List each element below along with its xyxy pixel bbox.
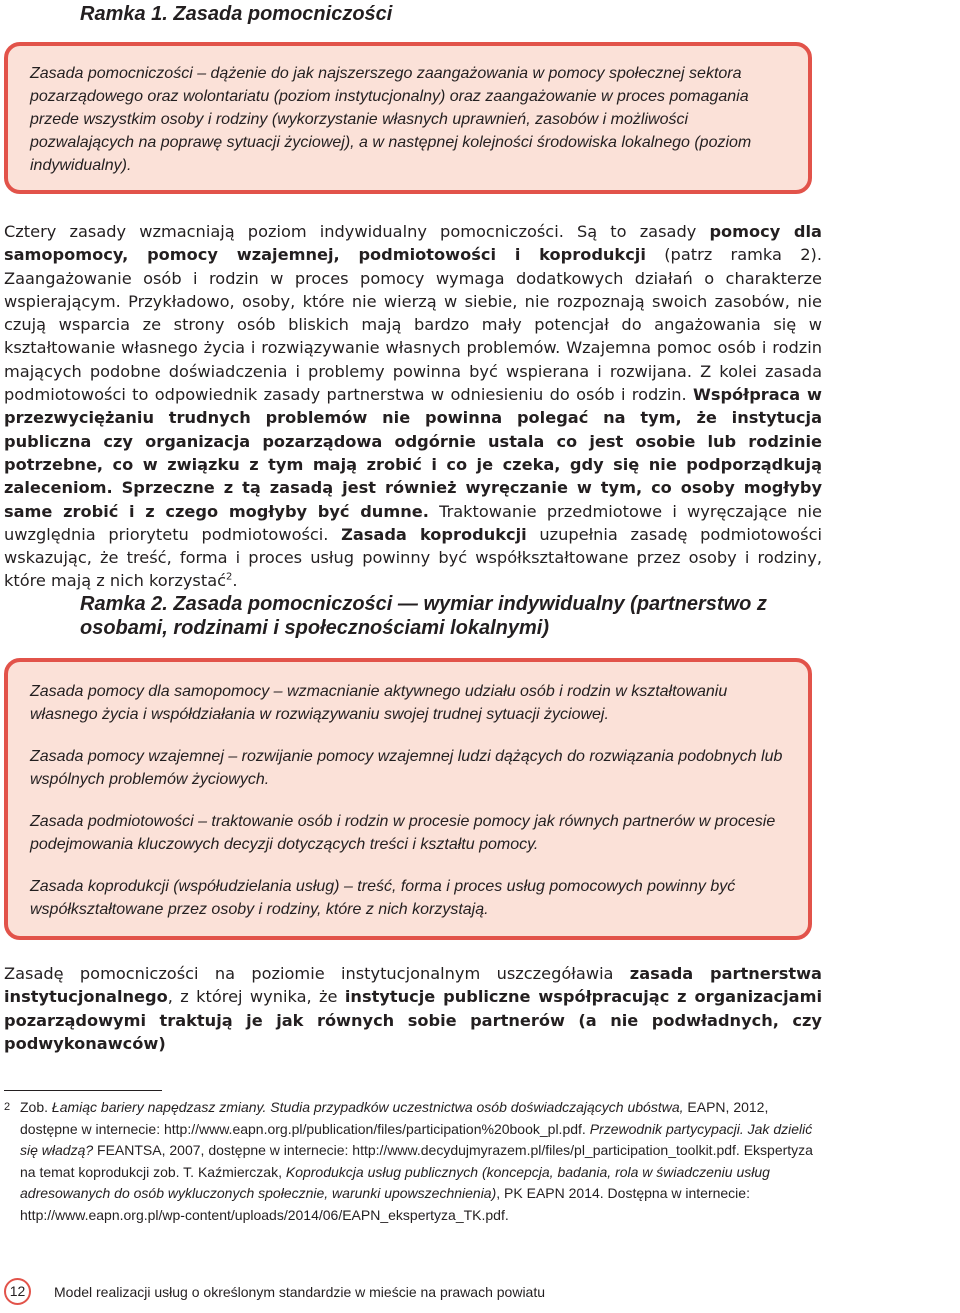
footnote-number: 2 bbox=[4, 1101, 11, 1113]
ramka2-title: Ramka 2. Zasada pomocniczości — wymiar indywidualny (partnerstwo z osobami, rodzinami i społecznościami lokalnymi) bbox=[80, 593, 767, 639]
ramka2-item: Zasada pomocy dla samopomocy – wzmacnianie aktywnego udziału osób i rodzin w kształtowaniu własnego życia i współdziałania w rozwiązywaniu swojej trudnej sytuacji życiowej. bbox=[30, 683, 728, 723]
footnote-text-2: EAPN, 2012, dostępne w internecie: http://www.eapn.org.pl/publication/files/participation%20book_pl.pdf. bbox=[20, 1099, 769, 1137]
footnote-italic-2: Przewodnik partycypacji. Jak dzielić się władzą? bbox=[20, 1120, 813, 1159]
para1-text-1: Cztery zasady wzmacniają poziom indywidualny pomocniczości. Są to zasady bbox=[4, 222, 710, 241]
para1-bold-2: Współpraca w przezwyciężaniu trudnych problemów nie powinna polegać na tym, że instytucja publiczna czy organizacja pozarządowa odgórnie ustala co jest osobie lub rodzinie potrzebne, co w związku z tym mają zrobić i co je czeka, gdy się nie podporządkują zaleceniom. Sprzeczne z tą zasadą jest również wyręczanie w tym, co osoby mogłyby same zrobić i z czego mogłyby być dumne. bbox=[4, 385, 822, 521]
para1-bold-3: Zasada koprodukcji bbox=[341, 524, 527, 544]
para2-text-2: , z której wynika, że bbox=[167, 987, 345, 1007]
para1-text-4: uzupełnia zasadę podmiotowości wskazując, że treść, forma i proces usług powinny być współkształtowane przez osoby i rodziny, które mają z nich korzystać bbox=[4, 524, 822, 591]
ramka2-item: Zasada podmiotowości – traktowanie osób i rodzin w procesie pomocy jak równych partnerów w procesie podejmowania kluczowych decyzji dotyczących treści i kształtu pomocy. bbox=[30, 813, 776, 853]
footnote-body bbox=[20, 1097, 824, 1227]
body-paragraph-2 bbox=[4, 962, 822, 1055]
para1-text-5: . bbox=[232, 571, 238, 591]
ramka2-box bbox=[4, 658, 812, 940]
ramka1-title: Ramka 1. Zasada pomocniczości bbox=[80, 3, 393, 25]
footnote-italic-1: Łamiąc bariery napędzasz zmiany. Studia przypadków uczestnictwa osób doświadczających ubóstwa, bbox=[51, 1099, 684, 1115]
footnote-text-4: , PK EAPN 2014. Dostępna w internecie: http://www.eapn.org.pl/wp-content/uploads/2014/06/EAPN_ekspertyza_TK.pdf. bbox=[20, 1185, 750, 1223]
footnote-italic-3: Koprodukcja usług publicznych (koncepcja, badania, rola w świadczeniu usług adresowanych do osób wykluczonych społecznie, warunki upowszechnienia) bbox=[20, 1163, 770, 1202]
para2-text-1: Zasadę pomocniczości na poziomie instytucjonalnym uszczegóławia bbox=[4, 964, 630, 983]
footer-title: Model realizacji usług o określonym standardzie w mieście na prawach powiatu bbox=[54, 1284, 546, 1300]
footnote bbox=[4, 1097, 824, 1227]
footnote-divider bbox=[4, 1090, 162, 1091]
ramka2-item: Zasada koprodukcji (współudzielania usług) – treść, forma i proces usług pomocowych powinny być współkształtowane przez osoby i rodziny, które z nich korzystają. bbox=[30, 878, 736, 918]
body-paragraph-1 bbox=[4, 220, 822, 593]
ramka1-box bbox=[4, 42, 812, 194]
para1-text-3: Traktowanie przedmiotowe i wyręczające nie uwzględnia priorytetu podmiotowości. bbox=[4, 501, 822, 544]
ramka1-text: Zasada pomocniczości – dążenie do jak najszerszego zaangażowania w pomocy społecznej sektora pozarządowego oraz wolontariatu (poziom instytucjonalny) oraz zaangażowanie w proces pomagania przede wszystkim osoby i rodziny (wykorzystanie własnych uprawnień, zasobów i możliwości pozwalających na poprawę sytuacji życiowej), a w następnej kolejności środowiska lokalnego (poziom indywidualny). bbox=[30, 65, 752, 174]
footnote-reference: 2 bbox=[226, 572, 233, 584]
ramka2-item: Zasada pomocy wzajemnej – rozwijanie pomocy wzajemnej ludzi dążących do rozwiązania podobnych lub wspólnych problemów życiowych. bbox=[30, 748, 783, 788]
para1-text-2: (patrz ramka 2). Zaangażowanie osób i rodzin w proces pomocy wymaga dodatkowych działań o charakterze wspierającym. Przykładowo, osoby, które nie wierzą w siebie, nie rozpoznają swoich zasobów, nie czują wsparcia ze strony osób bliskich mają bardzo mały potencjał do angażowania się w kształtowanie własnego życia i rozwiązywanie własnych problemów. Wzajemna pomoc osób i rodzin mających podobne doświadczenia i problemy powinna być wspierana i rozwijana. Z kolei zasada podmiotowości to odpowiednik zasady partnerstwa w odniesieniu do osób i rodzin. bbox=[4, 245, 822, 405]
para2-bold-1: zasada partnerstwa instytucjonalnego bbox=[4, 964, 822, 1007]
page-number-badge: 12 bbox=[4, 1278, 31, 1305]
footnote-text-1: Zob. bbox=[20, 1099, 52, 1115]
para1-bold-1: pomocy dla samopomocy, pomocy wzajemnej, podmiotowości i koprodukcji bbox=[4, 222, 822, 265]
footnote-text-3: FEANTSA, 2007, dostępne w internecie: http://www.decydujmyrazem.pl/files/pl_participation_toolkit.pdf. Ekspertyza na temat koprodukcji zob. T. Kaźmierczak, bbox=[20, 1142, 813, 1180]
para2-bold-2: instytucje publiczne współpracując z organizacjami pozarządowymi traktują je jak równych sobie partnerów (a nie podwładnych, czy podwykonawców) bbox=[4, 987, 822, 1053]
